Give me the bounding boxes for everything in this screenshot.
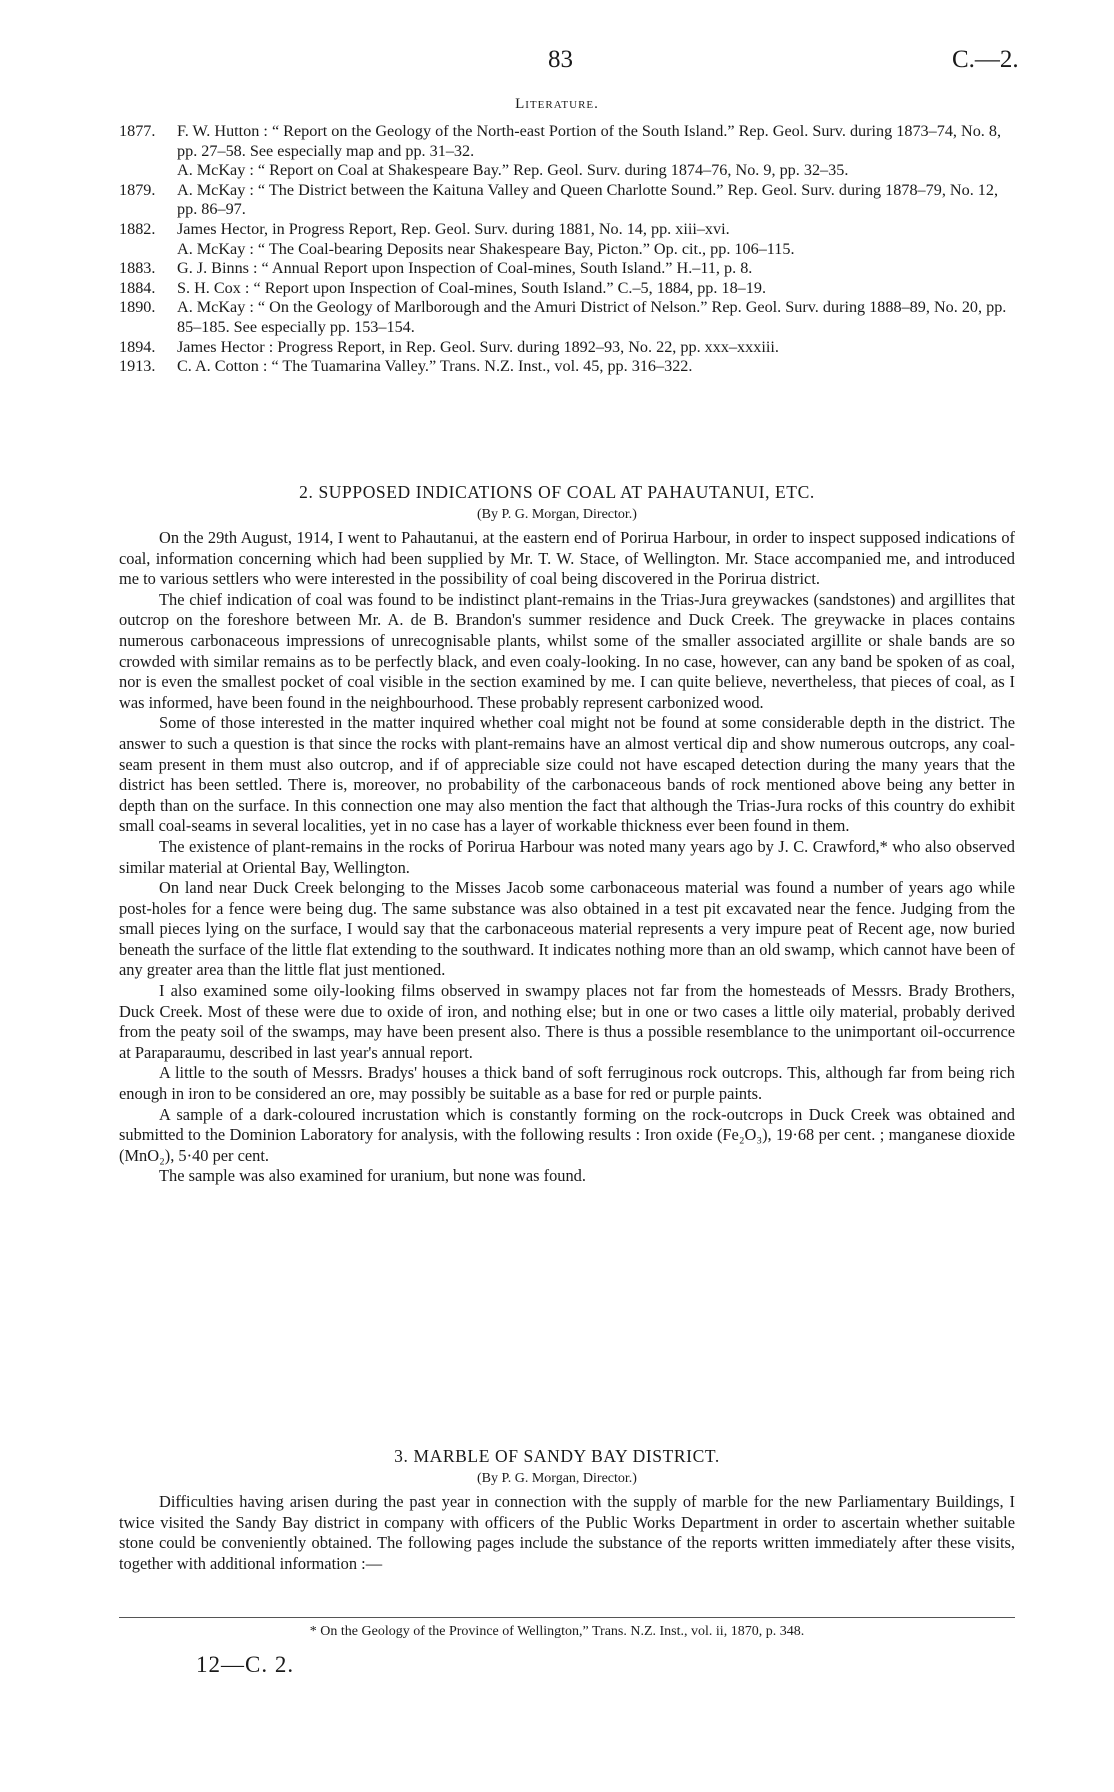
section-3-heading xyxy=(0,1446,1114,1487)
reference-year: 1883. xyxy=(119,259,156,278)
section-byline: (By P. G. Morgan, Director.) xyxy=(477,1471,637,1486)
reference-text: James Hector, in Progress Report, Rep. Geol. Surv. during 1881, No. 14, pp. xiii–xvi. xyxy=(177,219,730,238)
reference-item xyxy=(119,357,1019,377)
paragraph: Difficulties having arisen during the past year in connection with the supply of marble for the new Parliamentary Buildings, I twice visited the Sandy Bay district in company with officers of the Public Works Department in order to ascertain whether suitable stone could be conveniently obtained. The following pages include the substance of the reports written immediately after these visits, together with additional information :— xyxy=(119,1492,1015,1573)
paragraph: The chief indication of coal was found to be indistinct plant-remains in the Trias-Jura greywackes (sandstones) and argillites that outcrop on the foreshore between Mr. A. de B. Brandon's summer residence and Duck Creek. The greywacke in places contains numerous carbonaceous impressions of unrecognisable plants, whilst some of the smaller associated argillite or shale bands are so crowded with similar remains as to be perfectly black, and even coaly-looking. In no case, however, can any band be spoken of as coal, nor is even the smallest pocket of coal visible in the section examined by me. I can quite believe, nevertheless, that pieces of coal, as I was informed, have been found in the neighbourhood. These probably represent carbonized wood. xyxy=(119,589,1015,712)
document-code: C.—2. xyxy=(952,46,1019,73)
reference-text: F. W. Hutton : “ Report on the Geology of the North-east Portion of the South Island.” Rep. Geol. Surv. during 1873–74, No. 8, pp. 27–58. See especially map and pp. 31–32. xyxy=(177,122,1002,160)
reference-year: 1894. xyxy=(119,337,156,356)
reference-text: A. McKay : “ Report on Coal at Shakespeare Bay.” Rep. Geol. Surv. during 1874–76, No. 9, pp. 32–35. xyxy=(177,161,849,180)
section-byline: (By P. G. Morgan, Director.) xyxy=(477,507,637,522)
paragraph: The sample was also examined for uranium, but none was found. xyxy=(159,1166,586,1186)
footnote-separator xyxy=(119,1617,1015,1618)
reference-year: 1882. xyxy=(119,219,156,238)
reference-item xyxy=(119,298,1019,337)
reference-text: James Hector : Progress Report, in Rep. Geol. Surv. during 1892–93, No. 22, pp. xxx–xxxiii. xyxy=(177,337,779,356)
paragraph: A little to the south of Messrs. Bradys' houses a thick band of soft ferruginous rock outcrops. This, although far from being rich enough in iron to be considered an ore, may possibly be suitable as a base for red or purple paints. xyxy=(119,1063,1015,1104)
reference-item xyxy=(119,279,1019,299)
reference-item xyxy=(119,220,1019,240)
page-header xyxy=(0,40,1114,80)
section-title: 2. SUPPOSED INDICATIONS OF COAL AT PAHAUTANUI, ETC. xyxy=(299,482,815,502)
reference-item xyxy=(119,240,1019,260)
reference-year: 1913. xyxy=(119,357,156,376)
reference-year: 1879. xyxy=(119,180,156,199)
reference-text: G. J. Binns : “ Annual Report upon Inspection of Coal-mines, South Island.” H.–11, p. 8. xyxy=(177,259,753,278)
reference-year: 1877. xyxy=(119,122,156,140)
paragraph: On the 29th August, 1914, I went to Pahautanui, at the eastern end of Porirua Harbour, in order to inspect supposed indications of coal, information concerning which had been supplied by Mr. T. W. Stace, of Wellington. Mr. Stace accompanied me, and introduced me to various settlers who were interested in the possibility of coal being discovered in the Porirua district. xyxy=(119,528,1015,589)
signature-mark: 12—C. 2. xyxy=(196,1652,295,1677)
section-title: 3. MARBLE OF SANDY BAY DISTRICT. xyxy=(394,1446,720,1466)
reference-item xyxy=(119,338,1019,358)
reference-item xyxy=(119,122,1019,161)
reference-text: A. McKay : “ The Coal-bearing Deposits near Shakespeare Bay, Picton.” Op. cit., pp. 106–115. xyxy=(177,239,795,258)
page-number: 83 xyxy=(548,46,573,73)
reference-text: C. A. Cotton : “ The Tuamarina Valley.” Trans. N.Z. Inst., vol. 45, pp. 316–322. xyxy=(177,357,693,376)
reference-text: A. McKay : “ On the Geology of Marlborough and the Amuri District of Nelson.” Rep. Geol. Surv. during 1888–89, No. 20, pp. 85–185. See especially pp. 153–154. xyxy=(177,298,1007,336)
section-2-body xyxy=(119,528,1015,1187)
reference-text: S. H. Cox : “ Report upon Inspection of Coal-mines, South Island.” C.–5, 1884, pp. 18–19. xyxy=(177,278,767,297)
section-3-body xyxy=(119,1492,1015,1574)
reference-item xyxy=(119,181,1019,220)
literature-list xyxy=(119,122,1019,377)
paragraph: I also examined some oily-looking films observed in swampy places not far from the homesteads of Messrs. Brady Brothers, Duck Creek. Most of these were due to oxide of iron, and nothing else; but in one or two cases a little oily material, probably derived from the peaty soil of the swamps, may have been present also. There is thus a possible resemblance to the unimportant oil-occurrence at Paraparaumu, described in last year's annual report. xyxy=(119,981,1015,1062)
reference-item xyxy=(119,161,1019,181)
reference-year: 1890. xyxy=(119,298,156,317)
section-2-heading xyxy=(0,482,1114,523)
literature-heading: Literature. xyxy=(515,96,599,112)
paragraph: Some of those interested in the matter inquired whether coal might not be found at some considerable depth in the district. The answer to such a question is that since the rocks with plant-remains have an almost vertical dip and show numerous outcrops, any coal-seam present in them must also outcrop, and if of appreciable size could not have escaped detection during the many years that the district has been settled. There is, moreover, no probability of the carbonaceous bands of rock mentioned above being any better in depth than on the surface. In this connection one may also mention the fact that although the Trias-Jura rocks of this country do exhibit small coal-seams in several localities, yet in no case has a layer of workable thickness ever been found in them. xyxy=(119,713,1015,836)
reference-text: A. McKay : “ The District between the Kaituna Valley and Queen Charlotte Sound.” Rep. Geol. Surv. during 1878–79, No. 12, pp. 86–97. xyxy=(177,180,999,219)
footnote: * On the Geology of the Province of Wellington,” Trans. N.Z. Inst., vol. ii, 1870, p. 348. xyxy=(309,1624,805,1639)
paragraph: On land near Duck Creek belonging to the Misses Jacob some carbonaceous material was found a number of years ago while post-holes for a fence were being dug. The same substance was also obtained in a test pit excavated near the fence. Judging from the small pieces lying on the surface, I would say that the carbonaceous material represents a very impure peat of Recent age, now buried beneath the surface of the little flat extending to the southward. It indicates nothing more than an old swamp, which cannot have been of any greater area than the little flat just mentioned. xyxy=(119,878,1015,980)
reference-year: 1884. xyxy=(119,278,156,297)
reference-item xyxy=(119,259,1019,279)
paragraph: The existence of plant-remains in the rocks of Porirua Harbour was noted many years ago by J. C. Crawford,* who also observed similar material at Oriental Bay, Wellington. xyxy=(119,836,1015,877)
paragraph: A sample of a dark-coloured incrustation which is constantly forming on the rock-outcrops in Duck Creek was obtained and submitted to the Dominion Laboratory for analysis, with the following results : Iron oxide (Fe₂O₃), 19·68 per cent. ; manganese dioxide (MnO₂), 5·40 per cent. xyxy=(119,1104,1015,1165)
